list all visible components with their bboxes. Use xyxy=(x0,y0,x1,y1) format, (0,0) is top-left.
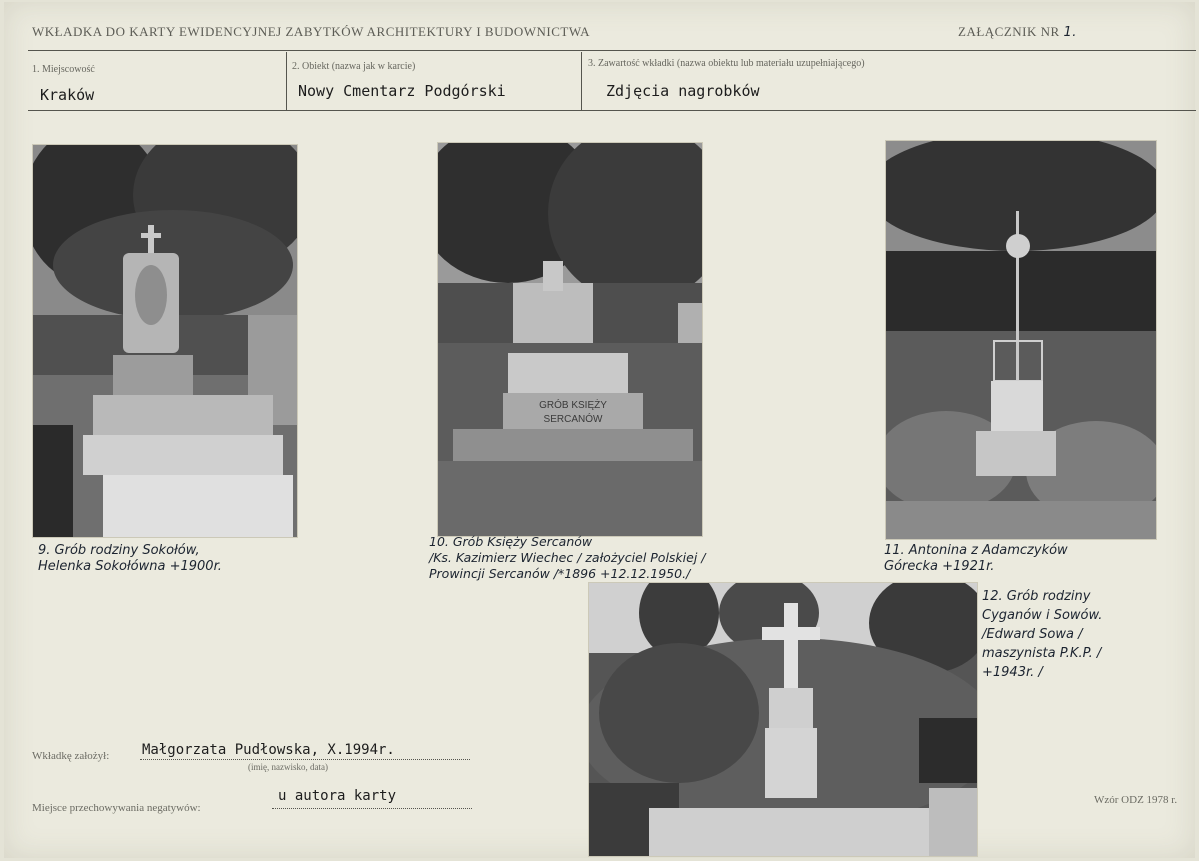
founder-value: Małgorzata Pudłowska, X.1994r. xyxy=(142,742,395,758)
header-rule-bottom xyxy=(28,110,1196,111)
field-value-object: Nowy Cmentarz Podgórski xyxy=(298,82,506,100)
form-template-note: Wzór ODZ 1978 r. xyxy=(1094,794,1178,806)
field-value-locality: Kraków xyxy=(40,86,95,104)
annex-number: 1. xyxy=(1063,25,1077,40)
document-sheet xyxy=(4,2,1195,858)
founder-label: Wkładkę założył: xyxy=(32,750,110,762)
negatives-label: Miejsce przechowywania negatywów: xyxy=(32,802,201,814)
field-label-object: 2. Obiekt (nazwa jak w karcie) xyxy=(292,61,416,72)
caption-12-line-1: 12. Grób rodziny xyxy=(982,589,1091,604)
caption-11-line-2: Górecka +1921r. xyxy=(884,559,995,574)
caption-12-line-3: /Edward Sowa / xyxy=(982,627,1083,642)
caption-12-line-4: maszynista P.K.P. / xyxy=(982,646,1102,661)
negatives-value: u autora karty xyxy=(278,788,397,804)
caption-10-line-2: /Ks. Kazimierz Wiechec / założyciel Polskiej / xyxy=(429,550,706,565)
field-divider-1 xyxy=(286,52,287,110)
negatives-dotted-line xyxy=(272,808,472,809)
caption-10-line-1: 10. Grób Księży Sercanów xyxy=(429,534,593,549)
caption-photo-12 xyxy=(982,587,1102,682)
photo-11-antonina-gorecka-grave xyxy=(885,140,1157,540)
caption-photo-9 xyxy=(38,543,222,575)
caption-9-line-1: 9. Grób rodziny Sokołów, xyxy=(38,543,200,558)
caption-12-line-5: +1943r. / xyxy=(982,665,1043,680)
annex-label-text: ZAŁĄCZNIK NR xyxy=(958,24,1060,39)
caption-10-line-3: Prowincji Sercanów /*1896 +12.12.1950./ xyxy=(429,566,691,581)
field-value-contents: Zdjęcia nagrobków xyxy=(606,82,760,100)
caption-photo-10 xyxy=(429,534,706,582)
caption-11-line-1: 11. Antonina z Adamczyków xyxy=(884,543,1068,558)
photo-10-sercan-priests-grave xyxy=(437,142,703,537)
caption-photo-11 xyxy=(884,543,1068,575)
caption-9-line-2: Helenka Sokołówna +1900r. xyxy=(38,559,222,574)
annex-label xyxy=(958,24,1077,40)
photo-9-sokol-family-grave xyxy=(32,144,298,538)
founder-subtitle: (imię, nazwisko, data) xyxy=(248,762,328,772)
caption-12-line-2: Cyganów i Sowów. xyxy=(982,608,1103,623)
header-rule-top xyxy=(28,50,1196,51)
engraving-line-1: GRÓB KSIĘŻY xyxy=(539,400,607,411)
field-label-locality: 1. Miejscowość xyxy=(32,64,95,75)
founder-dotted-line xyxy=(140,759,470,760)
engraving-line-2: SERCANÓW xyxy=(543,414,603,425)
photo-12-cygan-sowa-family-grave xyxy=(588,582,978,857)
field-label-contents: 3. Zawartość wkładki (nazwa obiektu lub materiału uzupełniającego) xyxy=(588,58,865,69)
field-divider-2 xyxy=(581,52,582,110)
form-title: WKŁADKA DO KARTY EWIDENCYJNEJ ZABYTKÓW ARCHITEKTURY I BUDOWNICTWA xyxy=(32,24,591,39)
